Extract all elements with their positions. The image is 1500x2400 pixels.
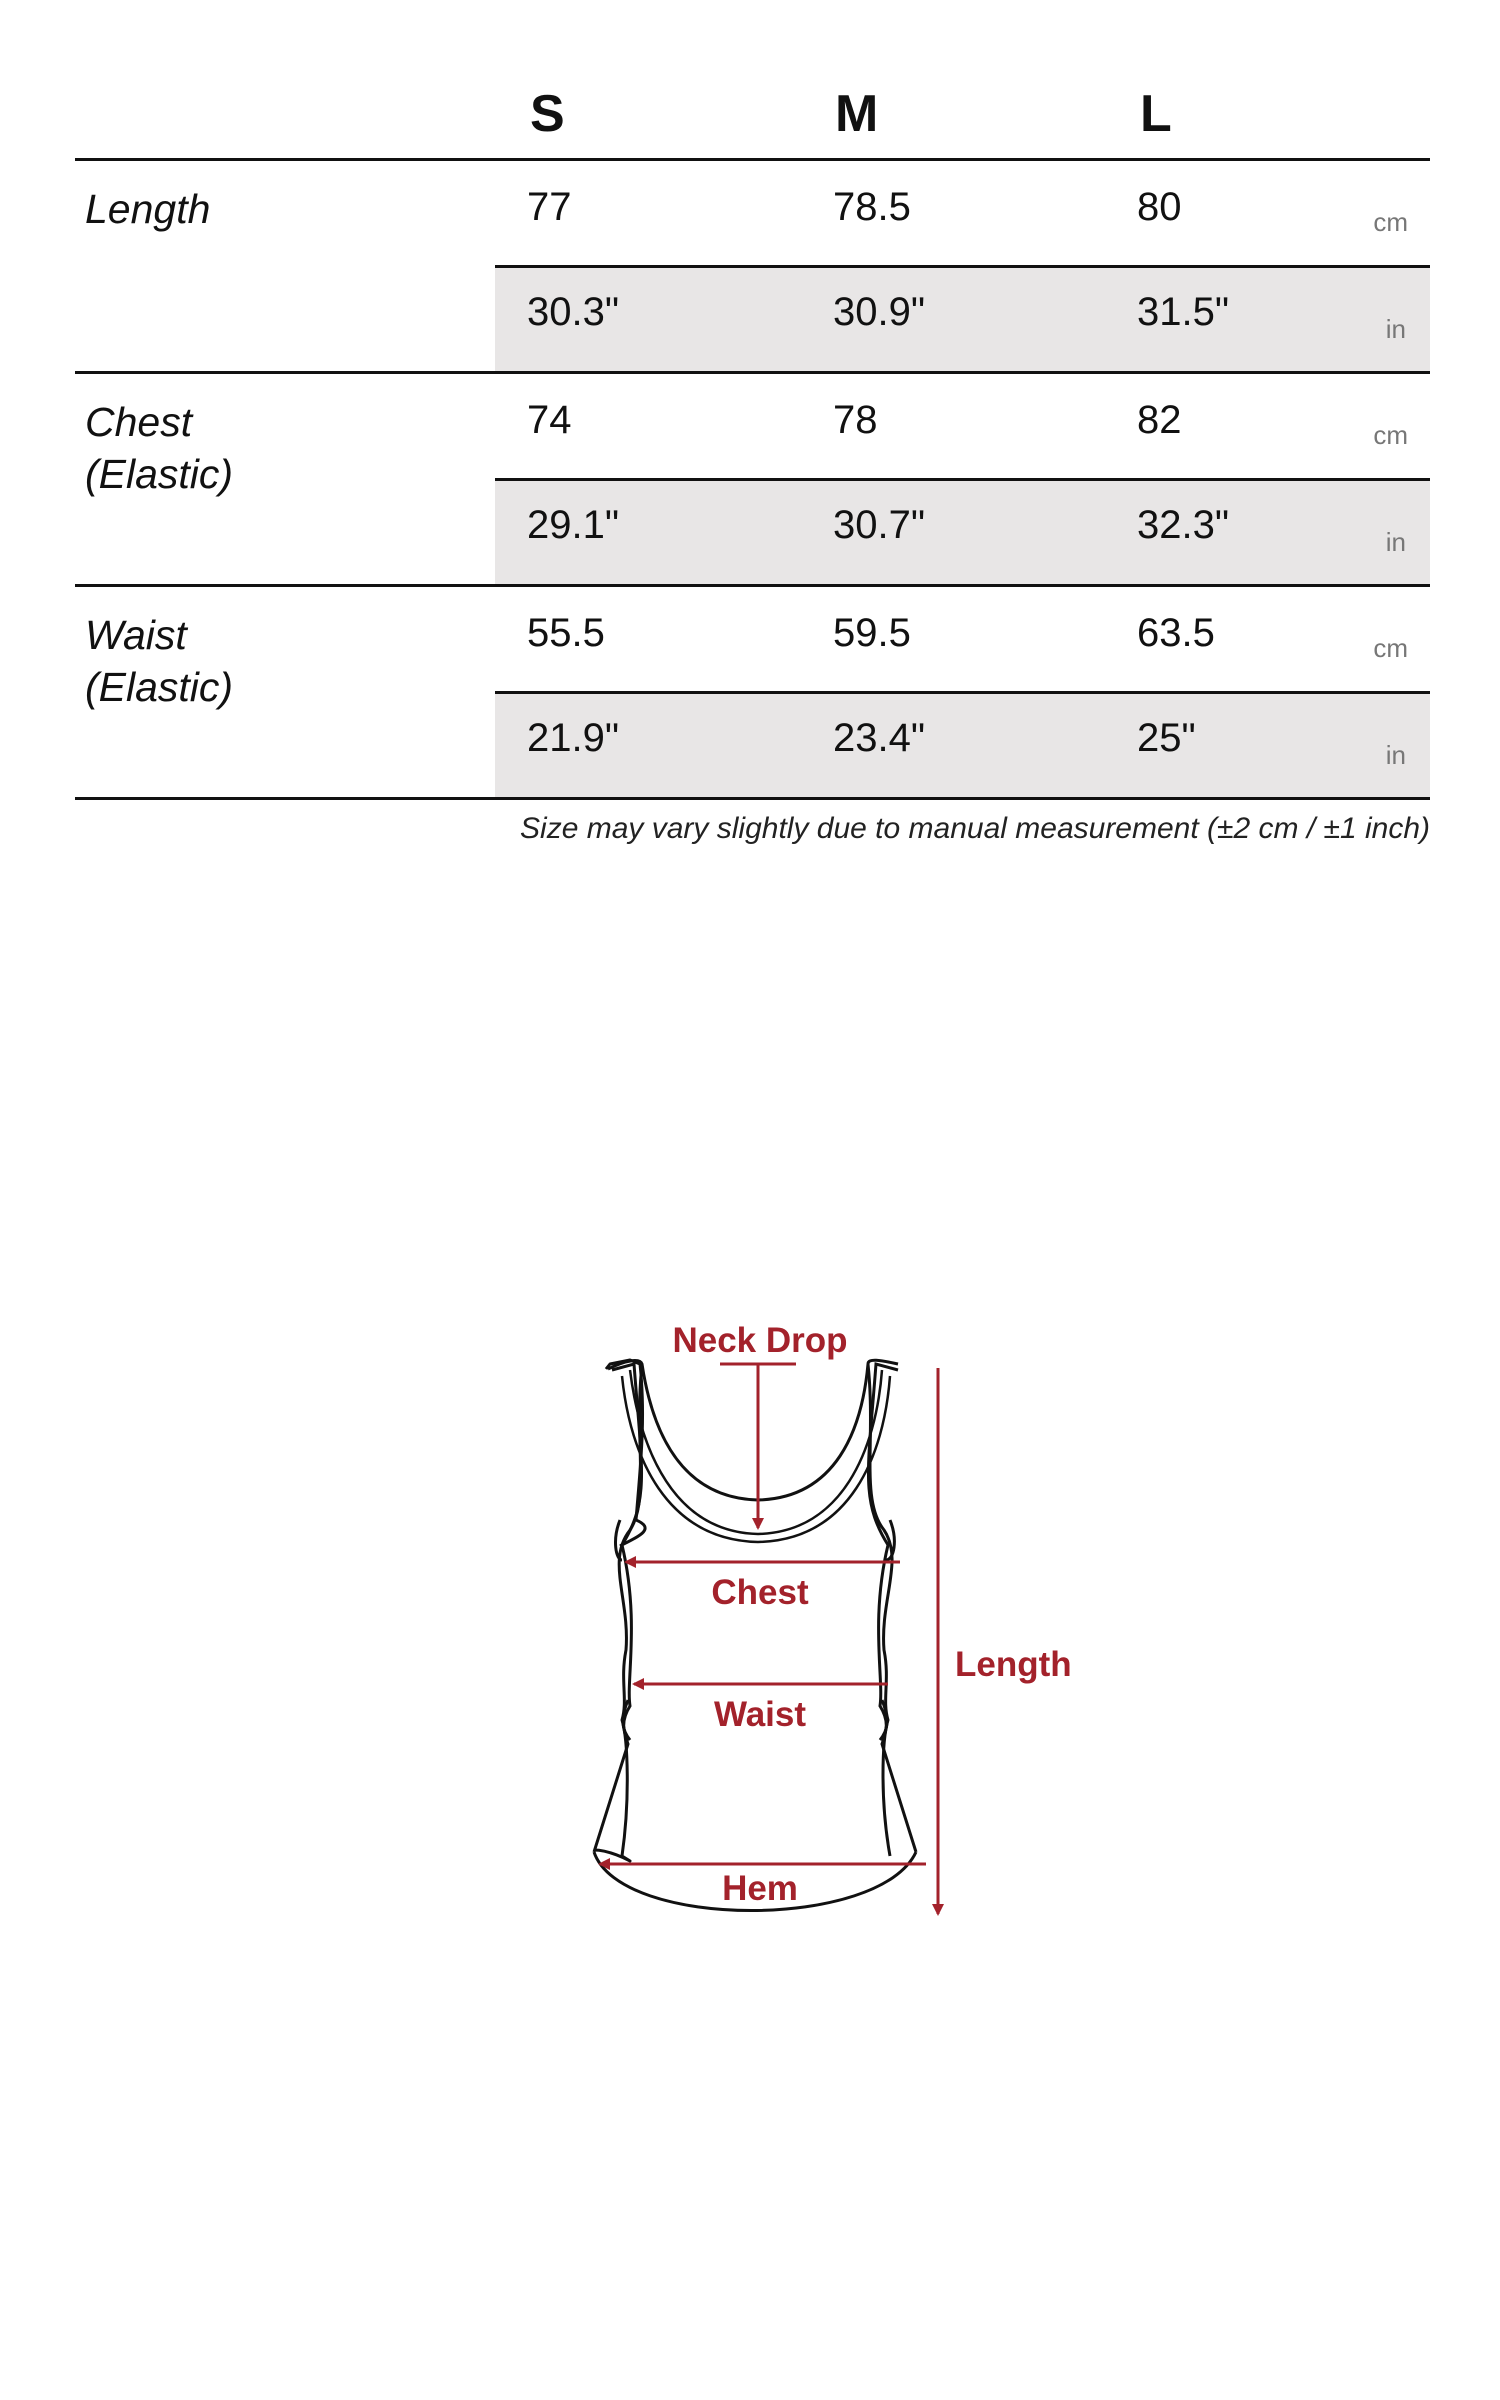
length-measure: [938, 1368, 1072, 1914]
cm-value-s: 74: [527, 398, 572, 442]
cm-value-s: 77: [527, 185, 572, 229]
unit-cm: cm: [1373, 420, 1408, 450]
unit-cm: cm: [1373, 633, 1408, 663]
waist-measure: [634, 1684, 888, 1734]
measure-label-line2: (Elastic): [85, 664, 234, 710]
chest-label: Chest: [711, 1573, 809, 1612]
cm-value-l: 63.5: [1137, 611, 1215, 655]
in-value-m: 23.4": [833, 716, 926, 760]
size-header-l: L: [1140, 85, 1172, 143]
measure-label-line1: Waist: [85, 612, 187, 658]
unit-in: in: [1385, 314, 1406, 344]
measurement-note: Size may vary slightly due to manual measurement (±2 cm / ±1 inch): [520, 812, 1430, 845]
hem-label: Hem: [722, 1869, 798, 1908]
size-header-s: S: [530, 85, 565, 143]
measure-label-line1: Chest: [85, 399, 193, 445]
cm-value-l: 80: [1137, 185, 1182, 229]
chest-measure: [626, 1562, 900, 1612]
in-value-m: 30.9": [833, 290, 926, 334]
in-value-s: 29.1": [527, 503, 620, 547]
in-value-l: 25": [1137, 716, 1196, 760]
cm-value-m: 78.5: [833, 185, 911, 229]
neck-drop-measure: [672, 1321, 847, 1528]
in-value-m: 30.7": [833, 503, 926, 547]
size-header-m: M: [835, 85, 879, 143]
measure-label-line2: (Elastic): [85, 451, 234, 497]
in-value-l: 31.5": [1137, 290, 1230, 334]
measure-label-line1: Length: [85, 186, 211, 232]
unit-in: in: [1385, 527, 1406, 557]
in-value-s: 30.3": [527, 290, 620, 334]
cm-value-m: 78: [833, 398, 878, 442]
cm-value-s: 55.5: [527, 611, 605, 655]
cm-value-m: 59.5: [833, 611, 911, 655]
in-value-l: 32.3": [1137, 503, 1230, 547]
neck-drop-label: Neck Drop: [672, 1321, 848, 1360]
waist-label: Waist: [713, 1695, 807, 1734]
unit-cm: cm: [1373, 207, 1408, 237]
in-value-s: 21.9": [527, 716, 620, 760]
unit-in: in: [1385, 740, 1406, 770]
cm-value-l: 82: [1137, 398, 1182, 442]
length-label: Length: [955, 1645, 1072, 1684]
